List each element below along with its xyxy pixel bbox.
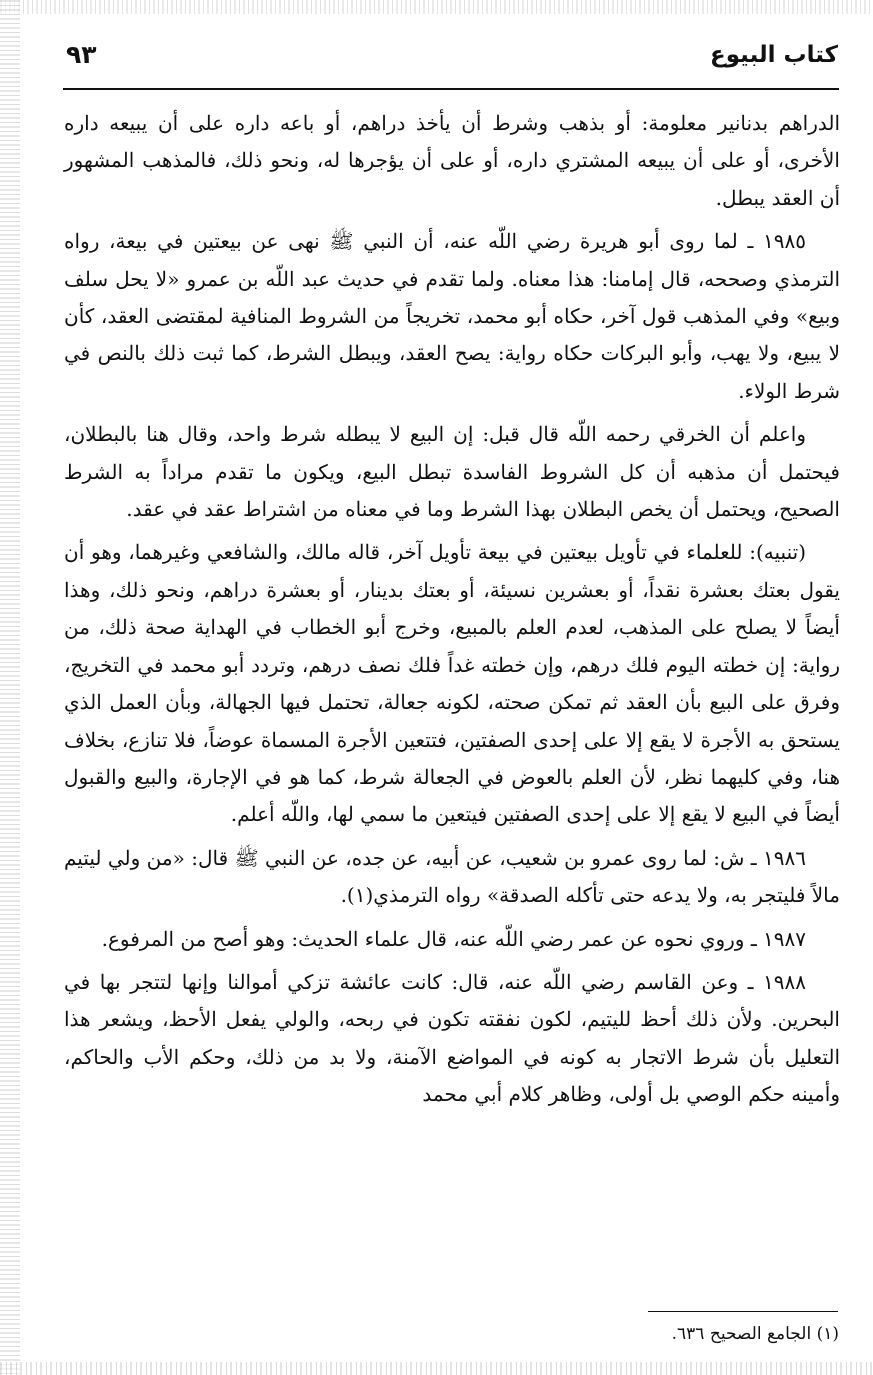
running-title: كتاب البيوع: [710, 42, 838, 68]
paragraph-1987: ١٩٨٧ ـ وروي نحوه عن عمر رضي اللّه عنه، قال علماء الحديث: وهو أصح من المرفوع.: [101, 926, 806, 951]
paragraph-1988: ١٩٨٨ ـ وعن القاسم رضي اللّه عنه، قال: كانت عائشة تزكي أموالنا وإنها لتتجر بها في البحرين. ولأن ذلك أحظ لليتيم، لكون نفقته تكون في ربحه، والولي يفعل الأحظ، ويشعر هذا التعليل بأن شرط الاتجار به كونه في المواضع الآمنة، ولا بد من ذلك، وحكم الأب والحاكم، وأمينه حكم الوصي بل أولى، وظاهر كلام أبي محمد: [64, 969, 841, 1107]
page-header: [48, 40, 838, 82]
paragraph-1986: ١٩٨٦ ـ ش: لما روى عمرو بن شعيب، عن أبيه، عن جده، عن النبي ﷺ قال: «من ولي ليتيم مالاً فليتجر به، ولا يدعه حتى تأكله الصدقة» رواه الترمذي(١).: [64, 845, 840, 908]
scan-edge-bottom: [0, 1362, 873, 1375]
paragraph-tanbih: (تنبيه): للعلماء في تأويل بيعتين في بيعة تأويل آخر، قاله مالك، والشافعي وغيرهما، وهو أن يقول بعتك بعشرة نقداً، أو بعشرين نسيئة، أو بعتك بدينار، أو بعشرة دراهم، ونحو ذلك، وهذا أيضاً لا يصلح على المذهب، لعدم العلم بالمبيع، وخرج أبو الخطاب في الهداية صحة ذلك، من رواية: إن خطته اليوم فلك درهم، وإن خطته غداً فلك نصف درهم، وتردد أبو محمد في التخريج، وفرق على البيع بأن العقد ثم تمكن صحته، لكونه جعالة، تحتمل فيها الجهالة، وبأن العمل الذي يستحق به الأجرة لا يقع إلا على إحدى الصفتين، فتتعين الأجرة المسماة عوضاً، فلا تنازع، بخلاف هنا، وفي كليهما نظر، لأن العلم بالعوض في الجعالة شرط، كما هو في الإجارة، والبيع والقبول أيضاً في البيع لا يقع إلا على إحدى الصفتين فيتعين ما سمي لها، واللّه أعلم.: [64, 540, 841, 827]
page-number: ٩٣: [66, 40, 97, 69]
body-text: [64, 105, 840, 1120]
scan-edge-top: [0, 0, 873, 14]
footnote-rule: [648, 1311, 838, 1312]
scan-edge-left: [0, 0, 20, 1375]
footnote: (١) الجامع الصحيح ٦٣٦.: [671, 1324, 839, 1344]
paragraph-1985: ١٩٨٥ ـ لما روى أبو هريرة رضي اللّه عنه، أن النبي ﷺ نهى عن بيعتين في بيعة، رواه الترمذي وصححه، قال إمامنا: هذا معناه. ولما تقدم في حديث عبد اللّه بن عمرو «لا يحل سلف وبيع» وفي المذهب قول آخر، حكاه أبو محمد، تخريجاً من الشروط المنافية لمقتضى العقد، كأن لا يبيع، ولا يهب، وأبو البركات حكاه رواية: يصح العقد، ويبطل الشرط، كما ثبت ذلك بالنص في شرط الولاء.: [64, 229, 840, 403]
paragraph-kharqi: واعلم أن الخرقي رحمه اللّه قال قبل: إن البيع لا يبطله شرط واحد، وقال هنا بالبطلان، فيحتمل أن مذهبه أن كل الشروط الفاسدة تبطل البيع، ويكون ما تقدم مراداً به الشرط الصحيح، ويحتمل أن يخص البطلان بهذا الشرط وما في معناه من اشتراط عقد في عقد.: [64, 422, 840, 522]
header-rule: [63, 88, 839, 90]
paragraph-continuation: الدراهم بدنانير معلومة: أو بذهب وشرط أن يأخذ دراهم، أو باعه داره على أن يبيعه داره الأخرى، أو على أن يبيعه المشتري داره، أو على أن يؤجرها له، ونحو ذلك، فالمذهب المشهور أن العقد يبطل.: [64, 111, 840, 210]
